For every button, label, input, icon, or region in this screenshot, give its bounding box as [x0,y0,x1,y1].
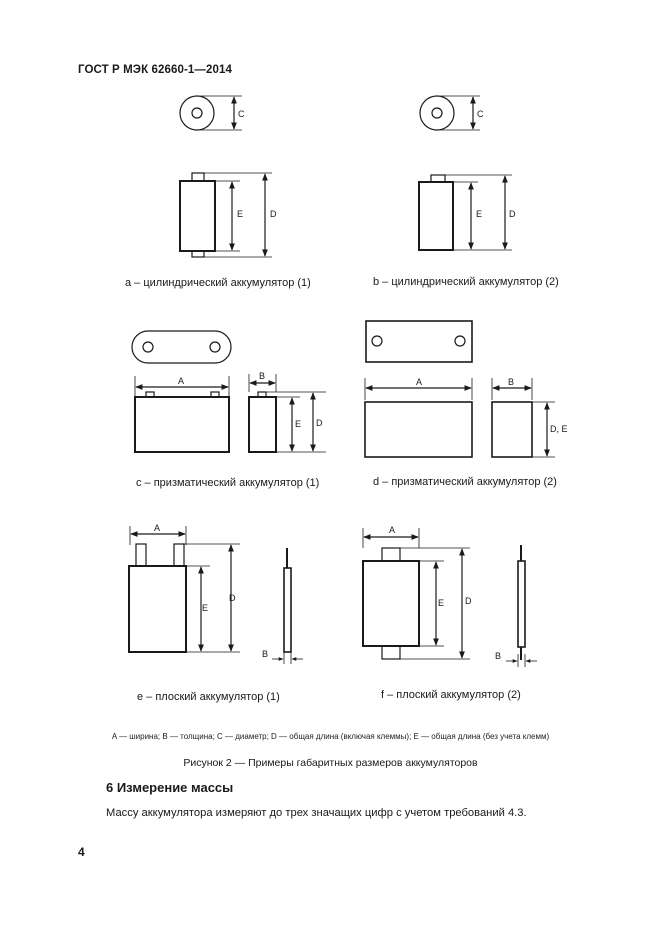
figure-title: Рисунок 2 — Примеры габаритных размеров аккумуляторов [183,757,478,769]
dim-label-d: D [509,209,516,219]
dim-label-e: E [295,419,302,429]
caption-e: e – плоский аккумулятор (1) [137,691,280,703]
dim-label-e: E [202,603,209,613]
dim-label-d-e: D, E [550,424,568,434]
cylindrical-cell-2-drawing [419,96,512,250]
dim-label-b: B [259,371,266,381]
dim-label-b: B [262,649,269,659]
dim-label-d: D [465,596,472,606]
pouch-cell-1-drawing [129,526,303,664]
dim-label-c: C [238,109,245,119]
caption-f: f – плоский аккумулятор (2) [381,689,521,701]
figure-legend: A — ширина; B — толщина; C — диаметр; D — общая длина (включая клеммы); E — общая длина (без учета клемм) [111,732,550,741]
dim-label-e: E [438,598,445,608]
dim-label-a: A [178,376,185,386]
caption-a: a – цилиндрический аккумулятор (1) [125,277,311,289]
dim-label-e: E [237,209,244,219]
dim-label-d: D [270,209,277,219]
page-number: 4 [78,845,85,859]
dim-label-d: D [229,593,236,603]
caption-d: d – призматический аккумулятор (2) [373,476,557,488]
dim-label-b: B [508,377,515,387]
dim-label-b: B [495,651,502,661]
dim-label-c: C [477,109,484,119]
dim-label-a: A [154,523,161,533]
dim-label-e: E [476,209,483,219]
document-header: ГОСТ Р МЭК 62660-1—2014 [78,64,232,76]
dim-label-d: D [316,418,323,428]
section-body-text: Массу аккумулятора измеряют до трех значащих цифр с учетом требований 4.3. [106,807,527,819]
prismatic-cell-1-drawing [132,331,326,452]
dim-label-a: A [416,377,423,387]
cylindrical-cell-1-drawing [180,96,272,257]
prismatic-cell-2-drawing [365,321,555,457]
pouch-cell-2-drawing [363,528,537,667]
caption-b: b – цилиндрический аккумулятор (2) [373,276,559,288]
dim-label-a: A [389,525,396,535]
section-heading: 6 Измерение массы [106,780,234,795]
caption-c: c – призматический аккумулятор (1) [136,477,320,489]
